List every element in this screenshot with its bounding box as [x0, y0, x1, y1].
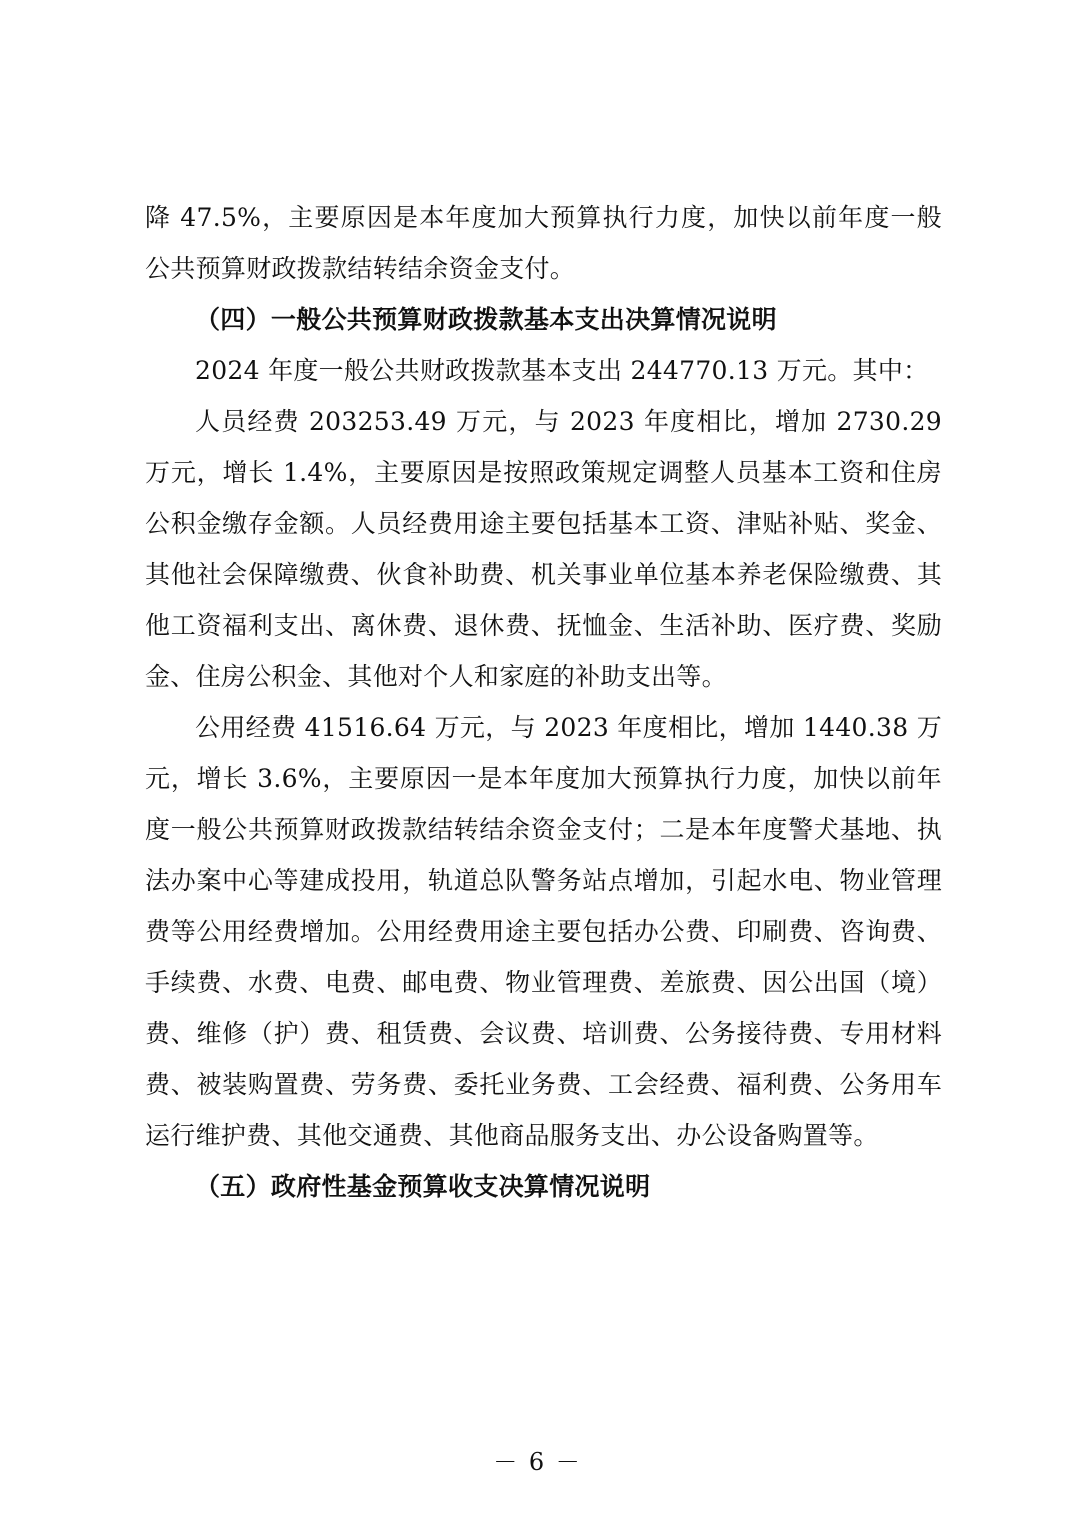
- paragraph-continuation: 降 47.5%，主要原因是本年度加大预算执行力度，加快以前年度一般公共预算财政拨款结转结余资金支付。: [145, 203, 942, 283]
- section-heading-5: （五）政府性基金预算收支决算情况说明: [195, 1172, 651, 1201]
- section-heading-4: （四）一般公共预算财政拨款基本支出决算情况说明: [195, 305, 777, 334]
- paragraph-public-expenses: 公用经费 41516.64 万元，与 2023 年度相比，增加 1440.38 万元，增长 3.6%，主要原因一是本年度加大预算执行力度，加快以前年度一般公共预算财政拨款结转结余资金支付；二是本年度警犬基地、执法办案中心等建成投用，轨道总队警务站点增加，引起水电、物业管理费等公用经费增加。公用经费用途主要包括办公费、印刷费、咨询费、手续费、水费、电费、邮电费、物业管理费、差旅费、因公出国（境）费、维修（护）费、租赁费、会议费、培训费、公务接待费、专用材料费、被装购置费、劳务费、委托业务费、工会经费、福利费、公务用车运行维护费、其他交通费、其他商品服务支出、办公设备购置等。: [145, 713, 942, 1150]
- document-body: [145, 192, 942, 1212]
- paragraph-personnel-expenses: 人员经费 203253.49 万元，与 2023 年度相比，增加 2730.29 万元，增长 1.4%，主要原因是按照政策规定调整人员基本工资和住房公积金缴存金额。人员经费用途主要包括基本工资、津贴补贴、奖金、其他社会保障缴费、伙食补助费、机关事业单位基本养老保险缴费、其他工资福利支出、离休费、退休费、抚恤金、生活补助、医疗费、奖励金、住房公积金、其他对个人和家庭的补助支出等。: [145, 407, 942, 691]
- paragraph-basic-expenditure-total: 2024 年度一般公共财政拨款基本支出 244770.13 万元。其中：: [195, 356, 929, 385]
- page-number: － 6 －: [493, 1448, 582, 1476]
